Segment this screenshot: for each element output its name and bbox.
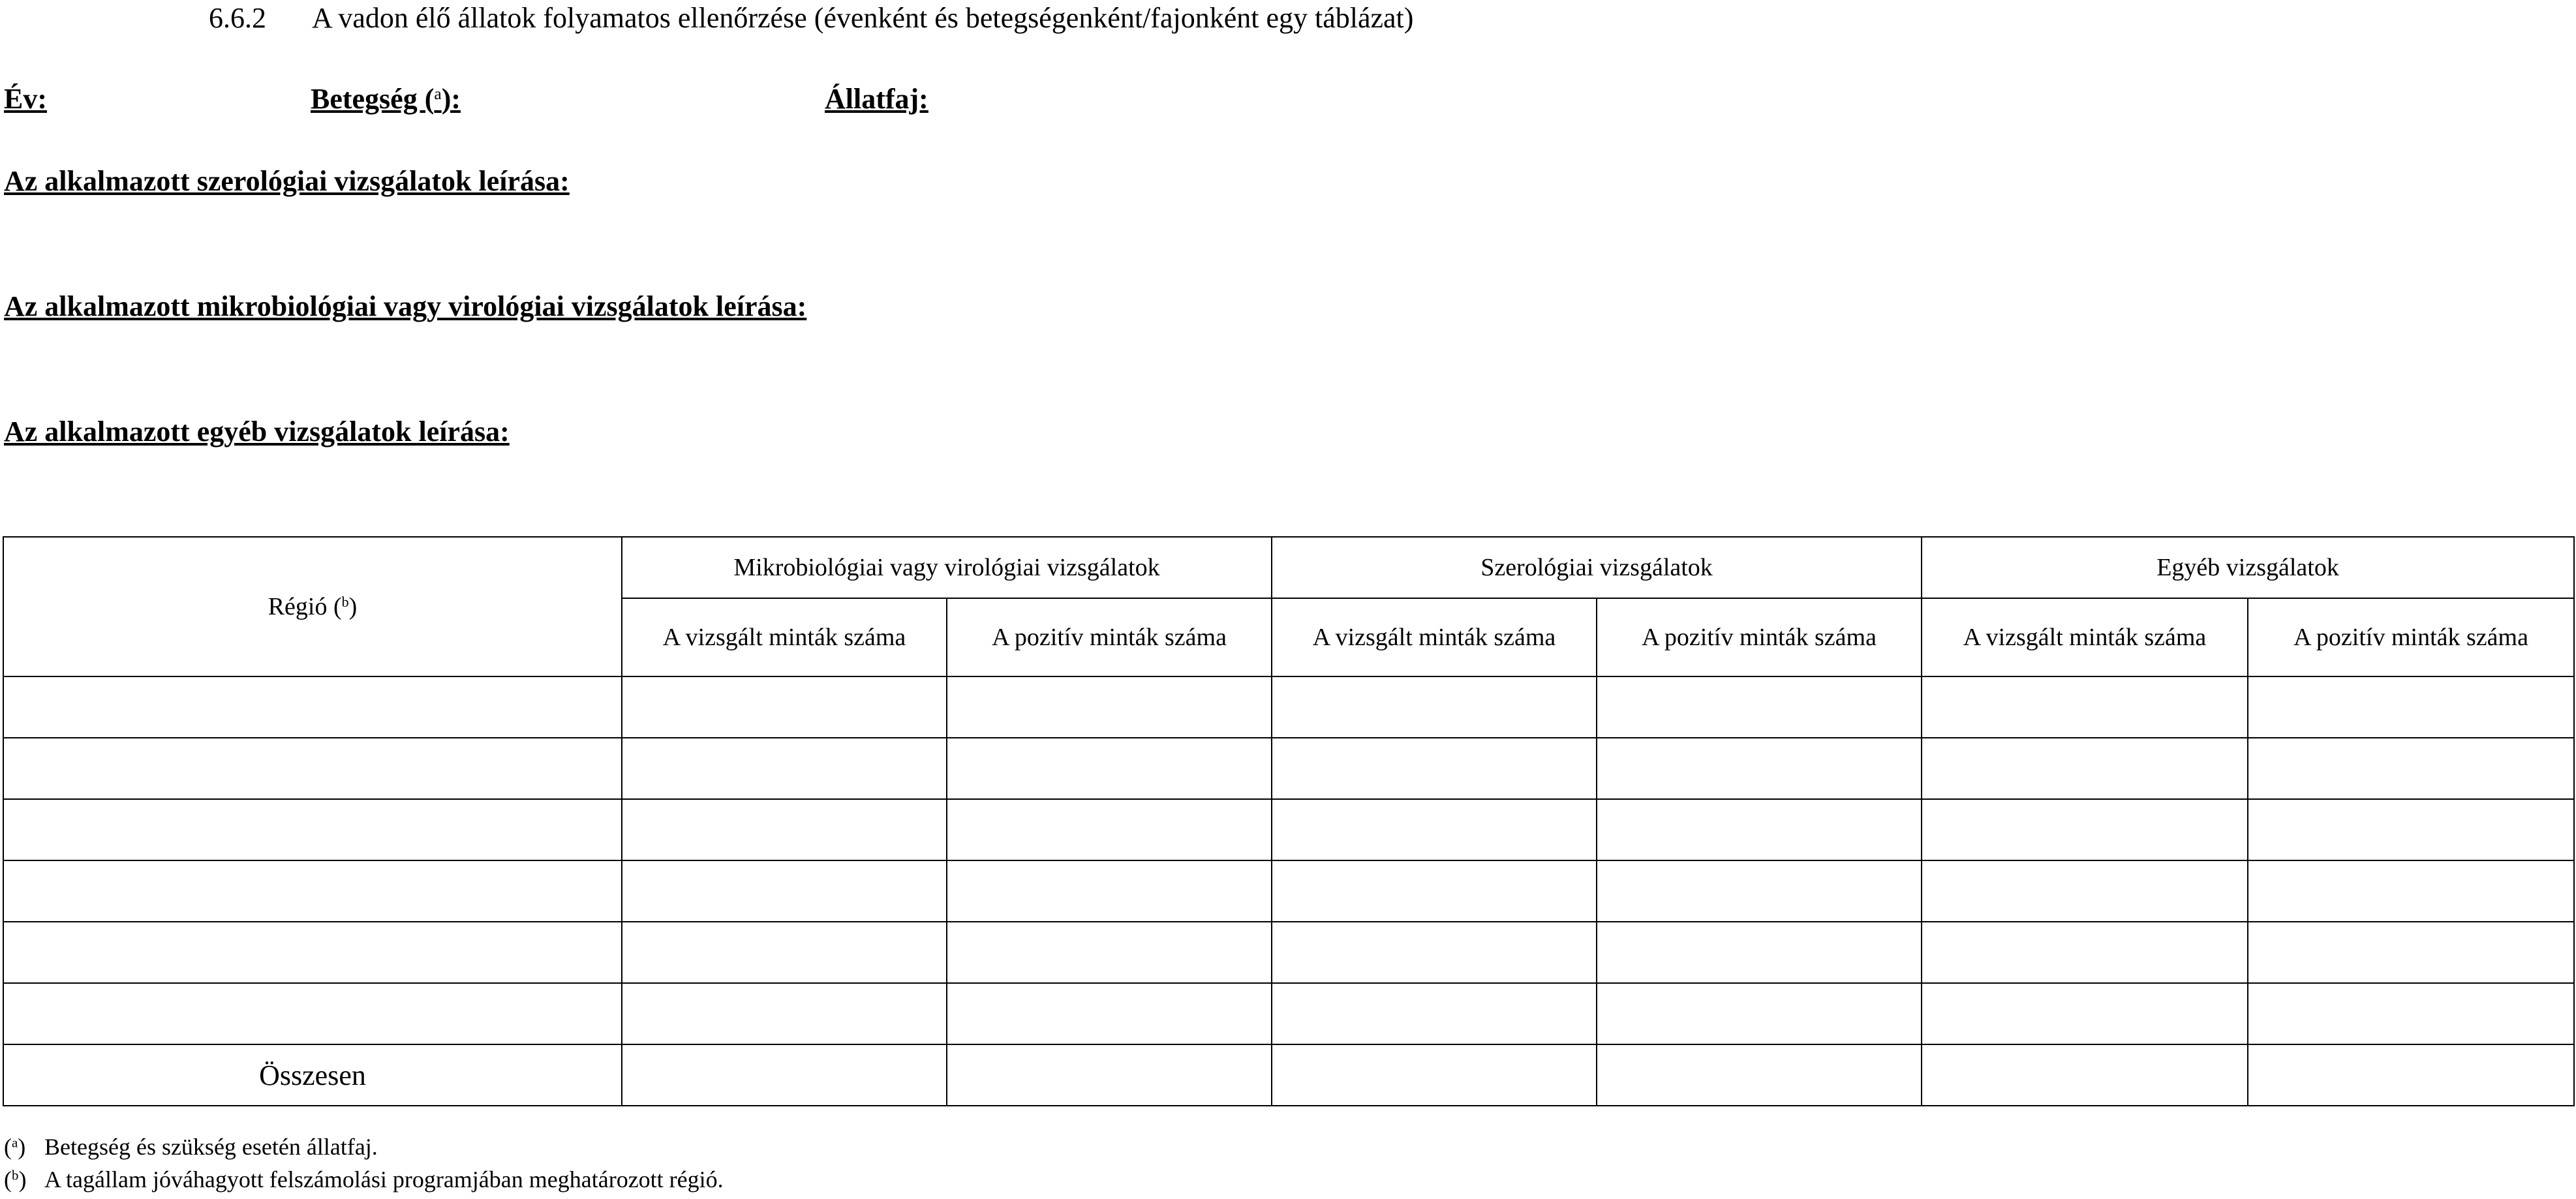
table-cell [622,676,947,738]
region-cell [3,922,622,983]
table-cell [1597,1044,1922,1106]
other-description-label: Az alkalmazott egyéb vizsgálatok leírása: [4,416,510,448]
table-row [3,676,2574,738]
table-cell [622,738,947,799]
table-cell [1597,799,1922,860]
footnote-ref-a: a [434,83,442,103]
total-label: Összesen [3,1044,622,1106]
table-cell [947,676,1272,738]
other-tests-header: Egyéb vizsgálatok [1922,537,2574,598]
table-cell [1597,922,1922,983]
table-cell [622,1044,947,1106]
table-cell [2248,983,2574,1044]
table-cell [1922,738,2248,799]
table-row [3,983,2574,1044]
table-row [3,860,2574,922]
table-cell [1272,922,1597,983]
table-cell [622,922,947,983]
table-cell [1597,860,1922,922]
footnote-b: ($^b$) A tagállam jóváhagyott felszámolási programjában meghatározott régió. [4,1166,724,1192]
region-cell [3,676,622,738]
region-cell [3,983,622,1044]
table-cell [947,799,1272,860]
table-cell [622,799,947,860]
footnote-mark-b: b [12,1167,19,1183]
table-cell [947,860,1272,922]
table-cell [1597,738,1922,799]
table-cell [2248,799,2574,860]
table-cell [1272,738,1597,799]
table-cell [1272,1044,1597,1106]
table-cell [947,1044,1272,1106]
table-cell [947,922,1272,983]
serological-tested-header: A vizsgált minták száma [1272,598,1597,676]
microbiological-positive-header: A pozitív minták száma [947,598,1272,676]
table-cell [1597,676,1922,738]
table-cell [1922,983,2248,1044]
section-heading [209,0,1413,37]
table-cell [2248,676,2574,738]
table-cell [1922,860,2248,922]
other-positive-header: A pozitív minták száma [2248,598,2574,676]
serological-description-label: Az alkalmazott szerológiai vizsgálatok leírása: [4,165,570,197]
species-field-label: Állatfaj: [825,83,928,115]
region-header: Régió ($^b$) [3,537,622,676]
table-cell [1272,676,1597,738]
surveillance-table [3,536,2575,1106]
other-tested-header: A vizsgált minták száma [1922,598,2248,676]
table-cell [622,983,947,1044]
microbiological-tests-header: Mikrobiológiai vagy virológiai vizsgálatok [622,537,1272,598]
year-field-label: Év: [4,83,47,115]
table-cell [947,983,1272,1044]
table-cell [1272,860,1597,922]
table-cell [1922,799,2248,860]
section-number: 6.6.2 [209,2,266,34]
footnote-mark-a: a [12,1134,18,1151]
table-row [3,799,2574,860]
table-cell [2248,860,2574,922]
footnote-b-text: A tagállam jóváhagyott felszámolási programjában meghatározott régió. [44,1166,724,1192]
table-cell [1922,1044,2248,1106]
footnote-ref-b: b [341,593,349,610]
total-row [3,1044,2574,1106]
table-cell [1272,983,1597,1044]
microbiological-tested-header: A vizsgált minták száma [622,598,947,676]
table-row [3,922,2574,983]
footnote-a-text: Betegség és szükség esetén állatfaj. [44,1134,378,1160]
serological-positive-header: A pozitív minták száma [1597,598,1922,676]
footnote-a: ($^a$) Betegség és szükség esetén állatfaj. [4,1134,378,1160]
disease-field-label: Betegség ($^a$): [311,83,461,115]
table-cell [1272,799,1597,860]
table-cell [947,738,1272,799]
section-title: A vadon élő állatok folyamatos ellenőrzése (évenként és betegségenként/fajonként egy táblázat) [312,2,1414,34]
region-cell [3,799,622,860]
table-cell [2248,922,2574,983]
serological-tests-header: Szerológiai vizsgálatok [1272,537,1922,598]
table-cell [2248,738,2574,799]
region-cell [3,738,622,799]
table-cell [2248,1044,2574,1106]
table-cell [1597,983,1922,1044]
microbiological-description-label: Az alkalmazott mikrobiológiai vagy virológiai vizsgálatok leírása: [4,290,807,322]
table-row [3,738,2574,799]
table-cell [1922,922,2248,983]
region-cell [3,860,622,922]
table-cell [622,860,947,922]
table-cell [1922,676,2248,738]
